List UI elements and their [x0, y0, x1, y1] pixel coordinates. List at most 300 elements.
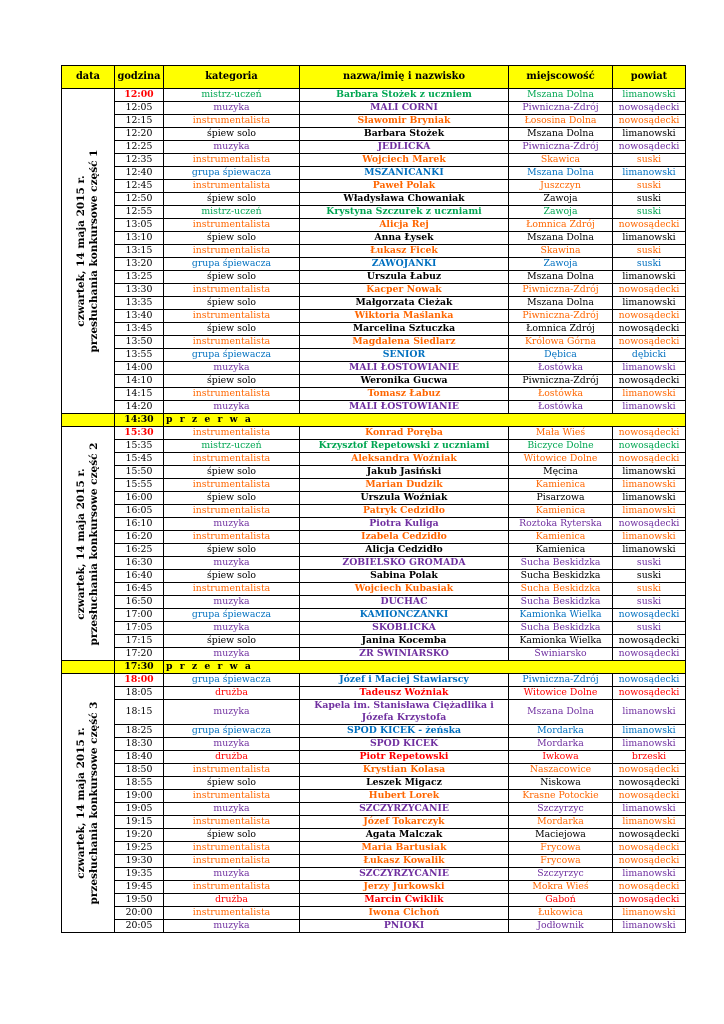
table-row [62, 284, 686, 297]
cell-time: 14:15 [115, 388, 164, 401]
cell-name: Józef Tokarczyk [300, 816, 509, 829]
cell-town: Łukowica [509, 907, 613, 920]
cell-town: Kamienica [509, 479, 613, 492]
table-row [62, 427, 686, 440]
cell-name: PNIOKI [300, 920, 509, 933]
cell-county: limanowski [613, 725, 686, 738]
cell-town: Juszczyn [509, 180, 613, 193]
cell-county: nowosądecki [613, 115, 686, 128]
cell-name: Paweł Polak [300, 180, 509, 193]
table-row [62, 245, 686, 258]
table-row [62, 206, 686, 219]
section-label [75, 150, 101, 353]
cell-name: Marcin Ćwiklik [300, 894, 509, 907]
cell-category: muzyka [164, 648, 300, 661]
cell-time: 19:20 [115, 829, 164, 842]
cell-name: KAMIONCZANKI [300, 609, 509, 622]
cell-name: MALI ŁOSTOWIANIE [300, 401, 509, 414]
cell-time: 17:20 [115, 648, 164, 661]
cell-town: Zawoja [509, 193, 613, 206]
cell-county: suski [613, 596, 686, 609]
cell-town: Mszana Dolna [509, 700, 613, 725]
cell-name: SKOBLICKA [300, 622, 509, 635]
cell-time: 16:50 [115, 596, 164, 609]
table-row [62, 375, 686, 388]
cell-time: 12:00 [115, 89, 164, 102]
cell-category: grupa śpiewacza [164, 609, 300, 622]
cell-town: Piwniczna-Zdrój [509, 284, 613, 297]
cell-county: suski [613, 154, 686, 167]
table-row [62, 401, 686, 414]
cell-time: 12:20 [115, 128, 164, 141]
cell-time: 12:55 [115, 206, 164, 219]
cell-time: 19:45 [115, 881, 164, 894]
cell-county: suski [613, 180, 686, 193]
table-row [62, 609, 686, 622]
cell-county: nowosądecki [613, 440, 686, 453]
cell-name: SZCZYRZYCANIE [300, 868, 509, 881]
section-date-label [62, 674, 115, 933]
cell-county: limanowski [613, 907, 686, 920]
cell-county: nowosądecki [613, 894, 686, 907]
cell-county: limanowski [613, 128, 686, 141]
cell-category: instrumentalista [164, 531, 300, 544]
cell-category: muzyka [164, 141, 300, 154]
cell-category: instrumentalista [164, 245, 300, 258]
cell-time: 13:40 [115, 310, 164, 323]
header-kategoria: kategoria [164, 66, 300, 89]
cell-time: 12:25 [115, 141, 164, 154]
cell-name: ZR ŚWINIARSKO [300, 648, 509, 661]
cell-time: 18:05 [115, 687, 164, 700]
cell-county: limanowski [613, 466, 686, 479]
cell-county: nowosądecki [613, 855, 686, 868]
table-row [62, 310, 686, 323]
cell-county: brzeski [613, 751, 686, 764]
table-row [62, 115, 686, 128]
cell-name: Anna Łysek [300, 232, 509, 245]
cell-category: instrumentalista [164, 907, 300, 920]
cell-time: 19:00 [115, 790, 164, 803]
cell-name: Kapela im. Stanisława Ciężadlika i Józefa Krzystofa [300, 700, 509, 725]
cell-county: suski [613, 622, 686, 635]
cell-time: 19:15 [115, 816, 164, 829]
cell-town: Piwniczna-Zdrój [509, 102, 613, 115]
cell-name: Krystian Kolasa [300, 764, 509, 777]
cell-county: limanowski [613, 479, 686, 492]
cell-county: nowosądecki [613, 829, 686, 842]
cell-town: Kamienica [509, 531, 613, 544]
cell-time: 15:30 [115, 427, 164, 440]
cell-town: Szczyrzyc [509, 868, 613, 881]
cell-town: Zawoja [509, 206, 613, 219]
cell-town: Mordarka [509, 816, 613, 829]
cell-county: limanowski [613, 362, 686, 375]
section-title: przesłuchania konkursowe część 2 [88, 442, 100, 645]
section-date: czwartek, 14 maja 2015 r. [75, 467, 87, 620]
table-row [62, 803, 686, 816]
section-label [75, 702, 101, 905]
cell-category: instrumentalista [164, 479, 300, 492]
cell-county: suski [613, 206, 686, 219]
table-row [62, 881, 686, 894]
cell-time: 15:45 [115, 453, 164, 466]
cell-county: limanowski [613, 531, 686, 544]
cell-category: instrumentalista [164, 505, 300, 518]
cell-category: instrumentalista [164, 427, 300, 440]
table-row [62, 89, 686, 102]
cell-county: limanowski [613, 920, 686, 933]
cell-town: Królowa Górna [509, 336, 613, 349]
cell-category: instrumentalista [164, 881, 300, 894]
cell-name: SPOD KICEK - żeńska [300, 725, 509, 738]
cell-category: grupa śpiewacza [164, 674, 300, 687]
cell-category: śpiew solo [164, 492, 300, 505]
cell-name: Magdalena Siedlarz [300, 336, 509, 349]
cell-name: Marcelina Sztuczka [300, 323, 509, 336]
cell-time: 13:35 [115, 297, 164, 310]
cell-category: śpiew solo [164, 635, 300, 648]
schedule-body [62, 89, 686, 933]
cell-category: grupa śpiewacza [164, 258, 300, 271]
cell-town: Mszana Dolna [509, 271, 613, 284]
cell-name: Jerzy Jurkowski [300, 881, 509, 894]
cell-category: instrumentalista [164, 336, 300, 349]
table-row [62, 907, 686, 920]
cell-town: Iwkowa [509, 751, 613, 764]
table-row [62, 388, 686, 401]
table-row [62, 531, 686, 544]
header-godzina: godzina [115, 66, 164, 89]
cell-name: DUCHAC [300, 596, 509, 609]
cell-county: limanowski [613, 803, 686, 816]
cell-town: Sucha Beskidzka [509, 622, 613, 635]
cell-time: 16:40 [115, 570, 164, 583]
table-row [62, 102, 686, 115]
cell-town: Mokra Wieś [509, 881, 613, 894]
cell-category: śpiew solo [164, 829, 300, 842]
cell-category: muzyka [164, 700, 300, 725]
cell-time: 12:45 [115, 180, 164, 193]
table-row [62, 349, 686, 362]
section-date: czwartek, 14 maja 2015 r. [75, 727, 87, 879]
section-date-label [62, 427, 115, 661]
cell-county: suski [613, 557, 686, 570]
cell-category: drużba [164, 894, 300, 907]
cell-name: SZCZYRZYCANIE [300, 803, 509, 816]
cell-county: limanowski [613, 868, 686, 881]
cell-time: 13:05 [115, 219, 164, 232]
cell-category: śpiew solo [164, 323, 300, 336]
cell-name: SENIOR [300, 349, 509, 362]
cell-county: nowosądecki [613, 777, 686, 790]
cell-time: 18:50 [115, 764, 164, 777]
cell-county: limanowski [613, 492, 686, 505]
cell-county: limanowski [613, 89, 686, 102]
cell-town: Kamienica [509, 505, 613, 518]
cell-category: drużba [164, 687, 300, 700]
table-row [62, 738, 686, 751]
header-data: data [62, 66, 115, 89]
cell-county: limanowski [613, 297, 686, 310]
table-row [62, 894, 686, 907]
cell-town: Skawica [509, 154, 613, 167]
section-label [75, 442, 101, 645]
cell-time: 12:05 [115, 102, 164, 115]
table-row [62, 868, 686, 881]
header-nazwa: nazwa/imię i nazwisko [300, 66, 509, 89]
cell-name: Józef i Maciej Stawiarscy [300, 674, 509, 687]
table-row [62, 920, 686, 933]
cell-category: mistrz-uczeń [164, 440, 300, 453]
cell-category: muzyka [164, 868, 300, 881]
cell-name: Władysława Chowaniak [300, 193, 509, 206]
section-date-label [62, 89, 115, 414]
table-row [62, 790, 686, 803]
cell-county: nowosądecki [613, 635, 686, 648]
cell-town: Gaboń [509, 894, 613, 907]
table-row [62, 154, 686, 167]
cell-category: grupa śpiewacza [164, 167, 300, 180]
cell-category: muzyka [164, 803, 300, 816]
cell-time: 16:10 [115, 518, 164, 531]
table-row [62, 648, 686, 661]
cell-name: Weronika Gucwa [300, 375, 509, 388]
cell-category: instrumentalista [164, 790, 300, 803]
cell-county: nowosądecki [613, 141, 686, 154]
cell-town: Pisarzowa [509, 492, 613, 505]
table-row [62, 764, 686, 777]
cell-county: nowosądecki [613, 609, 686, 622]
cell-name: Barbara Stożek [300, 128, 509, 141]
cell-town: Sucha Beskidzka [509, 583, 613, 596]
cell-category: śpiew solo [164, 232, 300, 245]
cell-town: Mała Wieś [509, 427, 613, 440]
cell-time: 18:30 [115, 738, 164, 751]
cell-county: nowosądecki [613, 881, 686, 894]
cell-town: Mordarka [509, 738, 613, 751]
cell-town: Mszana Dolna [509, 89, 613, 102]
cell-category: muzyka [164, 401, 300, 414]
header-row [62, 66, 686, 89]
cell-time: 19:05 [115, 803, 164, 816]
cell-town: Łososina Dolna [509, 115, 613, 128]
cell-town: Niskowa [509, 777, 613, 790]
cell-county: nowosądecki [613, 764, 686, 777]
cell-category: instrumentalista [164, 284, 300, 297]
cell-town: Łostówka [509, 388, 613, 401]
cell-name: Urszula Woźniak [300, 492, 509, 505]
cell-time: 18:00 [115, 674, 164, 687]
cell-town: Sucha Beskidzka [509, 570, 613, 583]
cell-name: MSZANICANKI [300, 167, 509, 180]
cell-county: suski [613, 570, 686, 583]
table-row [62, 128, 686, 141]
table-row [62, 855, 686, 868]
cell-time: 13:10 [115, 232, 164, 245]
schedule-table [61, 65, 686, 933]
table-row [62, 674, 686, 687]
cell-town: Naszacowice [509, 764, 613, 777]
cell-name: Wojciech Marek [300, 154, 509, 167]
cell-category: muzyka [164, 557, 300, 570]
cell-category: mistrz-uczeń [164, 89, 300, 102]
cell-time: 18:25 [115, 725, 164, 738]
cell-time: 12:15 [115, 115, 164, 128]
cell-time: 16:25 [115, 544, 164, 557]
cell-county: nowosądecki [613, 842, 686, 855]
cell-time: 16:20 [115, 531, 164, 544]
cell-time: 16:05 [115, 505, 164, 518]
cell-name: Alicja Cedzidło [300, 544, 509, 557]
cell-time: 13:55 [115, 349, 164, 362]
cell-category: grupa śpiewacza [164, 349, 300, 362]
cell-town: Dębica [509, 349, 613, 362]
header-miejscowosc: miejscowość [509, 66, 613, 89]
cell-time: 12:35 [115, 154, 164, 167]
cell-category: grupa śpiewacza [164, 725, 300, 738]
table-row [62, 725, 686, 738]
cell-time: 13:50 [115, 336, 164, 349]
cell-category: instrumentalista [164, 453, 300, 466]
cell-town: Witowice Dolne [509, 453, 613, 466]
cell-time: 16:00 [115, 492, 164, 505]
table-row [62, 479, 686, 492]
cell-town: Biczyce Dolne [509, 440, 613, 453]
cell-town: Frycowa [509, 842, 613, 855]
cell-category: instrumentalista [164, 842, 300, 855]
table-row [62, 466, 686, 479]
cell-time: 12:50 [115, 193, 164, 206]
table-row [62, 258, 686, 271]
table-row [62, 219, 686, 232]
cell-time: 15:55 [115, 479, 164, 492]
cell-category: instrumentalista [164, 388, 300, 401]
break-row [62, 414, 686, 427]
cell-name: MALI ŁOSTOWIANIE [300, 362, 509, 375]
cell-category: śpiew solo [164, 777, 300, 790]
cell-time: 16:30 [115, 557, 164, 570]
cell-town: Mszana Dolna [509, 167, 613, 180]
cell-county: suski [613, 193, 686, 206]
table-row [62, 453, 686, 466]
table-row [62, 596, 686, 609]
cell-county: nowosądecki [613, 219, 686, 232]
cell-name: ZAWOJANKI [300, 258, 509, 271]
cell-county: nowosądecki [613, 336, 686, 349]
cell-county: suski [613, 245, 686, 258]
cell-town: Kamionka Wielka [509, 635, 613, 648]
cell-category: instrumentalista [164, 816, 300, 829]
cell-time: 13:45 [115, 323, 164, 336]
cell-name: Barbara Stożek z uczniem [300, 89, 509, 102]
cell-county: limanowski [613, 544, 686, 557]
cell-time: 18:40 [115, 751, 164, 764]
cell-time: 20:05 [115, 920, 164, 933]
table-row [62, 193, 686, 206]
cell-town: Kamienica [509, 544, 613, 557]
table-row [62, 544, 686, 557]
cell-town: Piwniczna-Zdrój [509, 375, 613, 388]
cell-town: Krasne Potockie [509, 790, 613, 803]
table-row [62, 816, 686, 829]
cell-town: Mszana Dolna [509, 232, 613, 245]
cell-time: 19:30 [115, 855, 164, 868]
cell-town: Skawina [509, 245, 613, 258]
table-row [62, 505, 686, 518]
cell-county: limanowski [613, 505, 686, 518]
section-title: przesłuchania konkursowe część 3 [88, 701, 100, 905]
cell-category: instrumentalista [164, 154, 300, 167]
cell-time: 18:15 [115, 700, 164, 725]
cell-county: nowosądecki [613, 518, 686, 531]
cell-town: Zawoja [509, 258, 613, 271]
table-row [62, 700, 686, 725]
cell-time: 15:50 [115, 466, 164, 479]
section-title: przesłuchania konkursowe część 1 [88, 149, 100, 353]
table-row [62, 167, 686, 180]
cell-town: Mordarka [509, 725, 613, 738]
table-row [62, 492, 686, 505]
cell-time: 12:40 [115, 167, 164, 180]
cell-time: 19:35 [115, 868, 164, 881]
cell-category: muzyka [164, 596, 300, 609]
cell-category: muzyka [164, 920, 300, 933]
cell-county: limanowski [613, 232, 686, 245]
cell-town: Piwniczna-Zdrój [509, 674, 613, 687]
cell-name: Piotra Kuliga [300, 518, 509, 531]
cell-time: 13:30 [115, 284, 164, 297]
cell-name: Maria Bartusiak [300, 842, 509, 855]
cell-category: mistrz-uczeń [164, 206, 300, 219]
table-row [62, 141, 686, 154]
cell-name: Izabela Cedzidło [300, 531, 509, 544]
cell-time: 14:20 [115, 401, 164, 414]
cell-name: Sławomir Bryniak [300, 115, 509, 128]
cell-town: Świniarsko [509, 648, 613, 661]
cell-category: śpiew solo [164, 544, 300, 557]
cell-county: limanowski [613, 271, 686, 284]
cell-name: Małgorzata Cieżak [300, 297, 509, 310]
cell-county: limanowski [613, 700, 686, 725]
cell-category: śpiew solo [164, 570, 300, 583]
cell-time: 17:00 [115, 609, 164, 622]
break-label: p r z e r w a [164, 414, 686, 427]
cell-county: nowosądecki [613, 790, 686, 803]
cell-time: 13:25 [115, 271, 164, 284]
table-row [62, 323, 686, 336]
cell-name: JEDLICKA [300, 141, 509, 154]
cell-county: dębicki [613, 349, 686, 362]
cell-name: Janina Kocemba [300, 635, 509, 648]
cell-name: Piotr Repetowski [300, 751, 509, 764]
cell-time: 13:20 [115, 258, 164, 271]
cell-county: nowosądecki [613, 323, 686, 336]
cell-town: Piwniczna-Zdrój [509, 310, 613, 323]
cell-name: Urszula Łabuz [300, 271, 509, 284]
cell-town: Szczyrzyc [509, 803, 613, 816]
table-row [62, 687, 686, 700]
cell-name: Patryk Cedzidło [300, 505, 509, 518]
table-row [62, 557, 686, 570]
cell-name: Tomasz Łabuz [300, 388, 509, 401]
cell-category: instrumentalista [164, 115, 300, 128]
table-row [62, 622, 686, 635]
cell-name: Alicja Rej [300, 219, 509, 232]
cell-time: 14:00 [115, 362, 164, 375]
cell-category: instrumentalista [164, 855, 300, 868]
section-date: czwartek, 14 maja 2015 r. [75, 175, 87, 327]
